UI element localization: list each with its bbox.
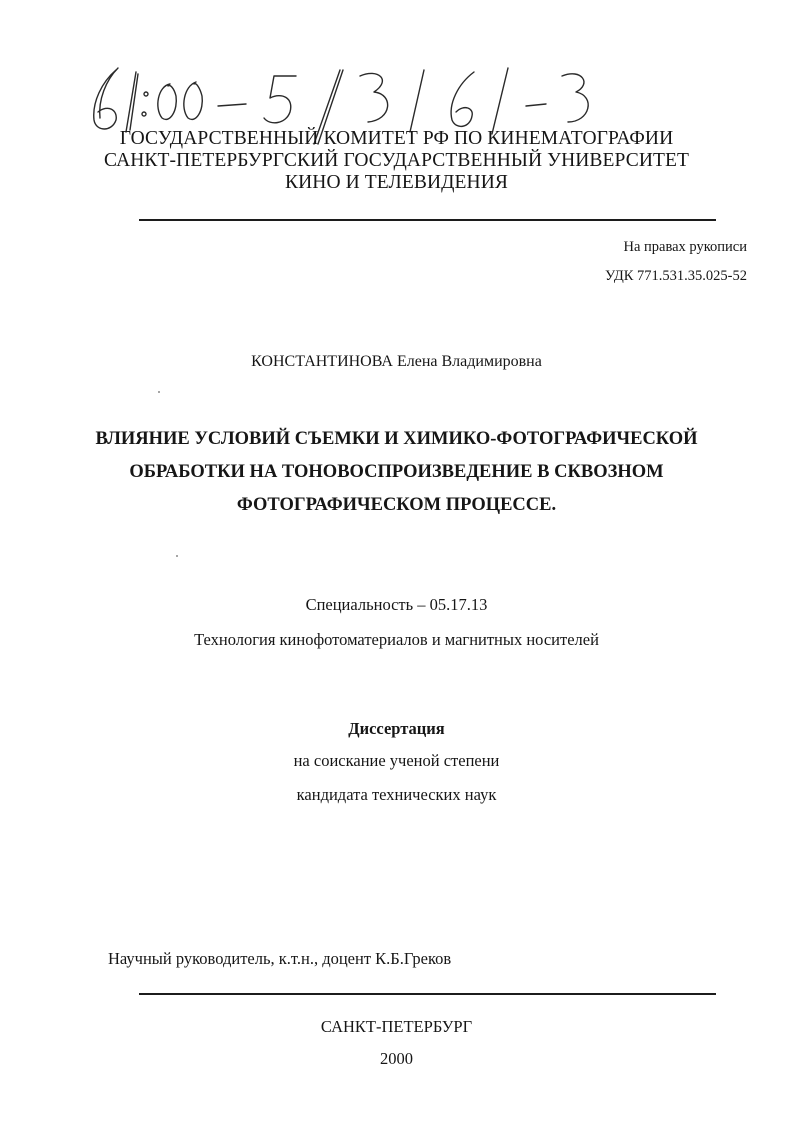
year: 2000 — [380, 1049, 413, 1068]
archive-mark-text: 61:00-5/3161-3 — [78, 62, 85, 63]
bottom-divider — [139, 993, 716, 995]
udc-code: УДК 771.531.35.025-52 — [605, 268, 747, 284]
author-given-names: Елена Владимировна — [396, 353, 542, 370]
city: САНКТ-ПЕТЕРБУРГ — [320, 1017, 473, 1036]
top-divider — [139, 219, 716, 221]
thesis-title-line-3: ФОТОГРАФИЧЕСКОМ ПРОЦЕССЕ. — [236, 495, 557, 515]
author-name — [0, 353, 793, 371]
header-committee: ГОСУДАРСТВЕННЫЙ КОМИТЕТ РФ ПО КИНЕМАТОГРАФИИ — [119, 128, 674, 149]
specialty-name: Технология кинофотоматериалов и магнитных носителей — [194, 630, 599, 649]
degree-line-2: кандидата технических наук — [296, 785, 497, 804]
thesis-title-line-2: ОБРАБОТКИ НА ТОНОВОСПРОИЗВЕДЕНИЕ В СКВОЗНОМ — [129, 462, 664, 482]
scientific-supervisor: Научный руководитель, к.т.н., доцент К.Б.Греков — [108, 949, 452, 968]
header-university-cont: КИНО И ТЕЛЕВИДЕНИЯ — [284, 172, 509, 193]
degree-line-1: на соискание ученой степени — [293, 751, 500, 770]
header-university: САНКТ-ПЕТЕРБУРГСКИЙ ГОСУДАРСТВЕННЫЙ УНИВЕРСИТЕТ — [103, 150, 690, 171]
author-surname: КОНСТАНТИНОВА — [251, 353, 393, 370]
scan-speck — [176, 555, 178, 557]
document-type: Диссертация — [348, 719, 445, 738]
specialty-code: Специальность – 05.17.13 — [305, 595, 488, 614]
thesis-title-line-1: ВЛИЯНИЕ УСЛОВИЙ СЪЕМКИ И ХИМИКО-ФОТОГРАФИЧЕСКОЙ — [95, 429, 698, 449]
scan-speck — [158, 391, 160, 393]
manuscript-note: На правах рукописи — [623, 239, 747, 255]
